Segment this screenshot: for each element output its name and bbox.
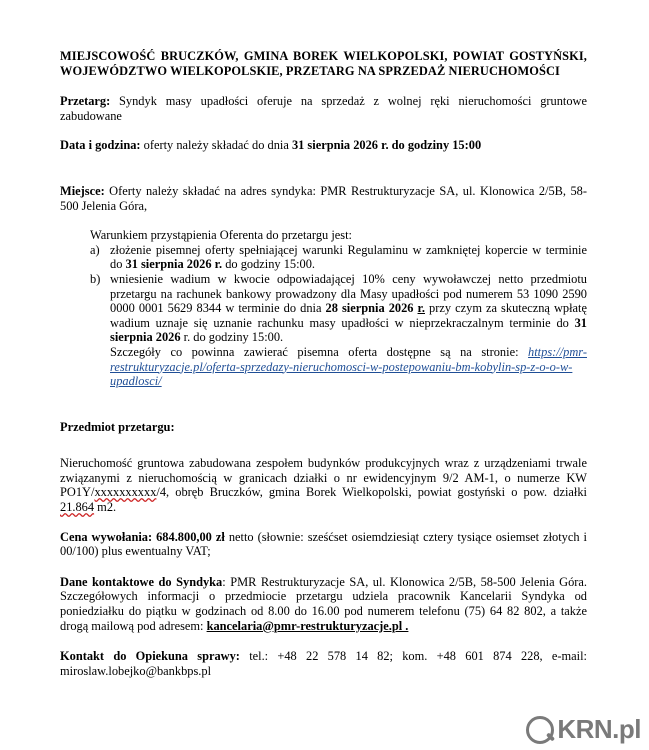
przedmiot-unit: m2.	[94, 500, 117, 515]
miejsce-label: Miejsce:	[60, 183, 105, 198]
przetarg-text: Syndyk masy upadłości oferuje na sprzedaż z wolnej ręki nieruchomości gruntowe zabudowane	[60, 94, 587, 123]
miejsce-text: Oferty należy składać na adres syndyka: PMR Restrukturyzacje SA, ul. Klonowica 2/5B, 58-500 Jelenia Góra,	[60, 183, 587, 213]
przedmiot-area: 21.864	[60, 500, 95, 515]
przedmiot-paragraph	[60, 456, 587, 514]
kontakt-syndyk-paragraph	[60, 575, 587, 633]
data-godzina-label: Data i godzina:	[60, 138, 141, 153]
przetarg-paragraph	[60, 94, 587, 123]
warunek-a-date: 31 sierpnia 2026 r.	[125, 257, 223, 272]
warunki-section	[60, 228, 587, 389]
data-godzina-paragraph	[60, 138, 587, 153]
kontakt-opiekun-text: tel.: +48 22 578 14 82; kom. +48 601 874 228, e-mail: miroslaw.lobejko@bankbps.pl	[60, 649, 587, 678]
miejsce-paragraph	[60, 184, 587, 213]
kontakt-syndyk-text: : PMR Restrukturyzacje SA, ul. Klonowica 2/5B, 58-500 Jelenia Góra. Szczegółowych informacji o przedmiocie przetargu udziela pracownik Kancelarii Syndyka od poniedziałku do piątku w godzinach od 8.00 do 16.00 pod numerem telefonu (75) 64 82 802, a także drogą mailową pod adresem:	[60, 574, 588, 633]
cena-paragraph	[60, 530, 587, 559]
warunek-b-date-suffix: r.	[417, 301, 425, 316]
warunek-b-date: 28 sierpnia 2026	[325, 301, 418, 316]
przedmiot-text: Nieruchomość gruntowa zabudowana zespołem budynków produkcyjnych wraz z urządzeniami trwale związanymi z nieruchomością w granicach działki o nr ewidencyjnym 9/2 AM-1, o numerze KW PO1Y/	[60, 456, 587, 500]
warunek-a-time: do godziny 15:00.	[222, 257, 316, 272]
kontakt-syndyk-label: Dane kontaktowe do Syndyka	[60, 574, 223, 589]
watermark-text: KRN.pl	[557, 713, 641, 744]
oferta-link[interactable]: https://pmr-restrukturyzacje.pl/oferta-sprzedazy-nieruchomosci-w-postepowaniu-bm-kobylin-sp-z-o-o-w-upadlosci/	[110, 344, 587, 389]
list-marker: a)	[90, 242, 100, 257]
document-title: MIEJSCOWOŚĆ BRUCZKÓW, GMINA BOREK WIELKOPOLSKI, POWIAT GOSTYŃSKI, WOJEWÓDZTWO WIELKOPOLSKIE, PRZETARG NA SPRZEDAŻ NIERUCHOMOŚCI	[60, 49, 587, 78]
data-godzina-deadline: 31 sierpnia 2026 r. do godziny 15:00	[291, 138, 482, 153]
warunki-intro: Warunkiem przystąpienia Oferenta do przetargu jest:	[90, 228, 352, 243]
list-marker: b)	[90, 271, 101, 286]
kw-masked-number: xxxxxxxxxx	[94, 485, 157, 500]
cena-label: Cena wywołania: 684.800,00 zł	[60, 529, 225, 544]
list-item	[90, 272, 587, 389]
przedmiot-text2: /4, obręb Bruczków, gmina Borek Wielkopolski, powiat gostyński o pow. działki	[156, 485, 587, 500]
data-godzina-text: oferty należy składać do dnia	[140, 138, 292, 153]
przedmiot-label: Przedmiot przetargu:	[60, 419, 175, 434]
przedmiot-heading	[60, 420, 587, 435]
warunek-b-text2: przy czym za skuteczną wpłatę wadium uznaje się uznanie rachunku masy upadłości w nieprzekraczalnym terminie do	[110, 301, 587, 330]
document-page	[60, 49, 587, 678]
warunek-b-text: wniesienie wadium w kwocie odpowiadającej 10% ceny wywoławczej netto przedmiotu przetargu na rachunek bankowy prowadzony dla Masy upadłości pod numerem 53 1090 2590 0000 0001 5629 8344 w terminie do dnia	[110, 271, 587, 316]
krn-watermark	[524, 714, 641, 744]
warunki-list	[90, 243, 587, 389]
magnifier-icon	[524, 714, 554, 744]
list-item	[90, 243, 587, 272]
cena-text: netto (słownie: sześćset osiemdziesiąt cztery tysiące osiemset złotych i 00/100) plus ewentualny VAT;	[60, 529, 588, 559]
warunek-a-text: złożenie pisemnej oferty spełniającej warunki Regulaminu w zamkniętej kopercie w terminie do	[110, 242, 587, 272]
szczegoly-text: Szczegóły co powinna zawierać pisemna oferta dostępne są na stronie:	[110, 344, 529, 359]
kontakt-opiekun-label: Kontakt do Opiekuna sprawy:	[60, 649, 240, 664]
przetarg-label: Przetarg:	[60, 94, 111, 109]
kontakt-syndyk-email[interactable]: kancelaria@pmr-restrukturyzacje.pl .	[206, 618, 409, 633]
kontakt-opiekun-paragraph	[60, 649, 587, 678]
warunek-b-date2: 31 sierpnia 2026	[110, 315, 587, 345]
warunek-b-time: r. do godziny 15:00.	[180, 330, 284, 345]
